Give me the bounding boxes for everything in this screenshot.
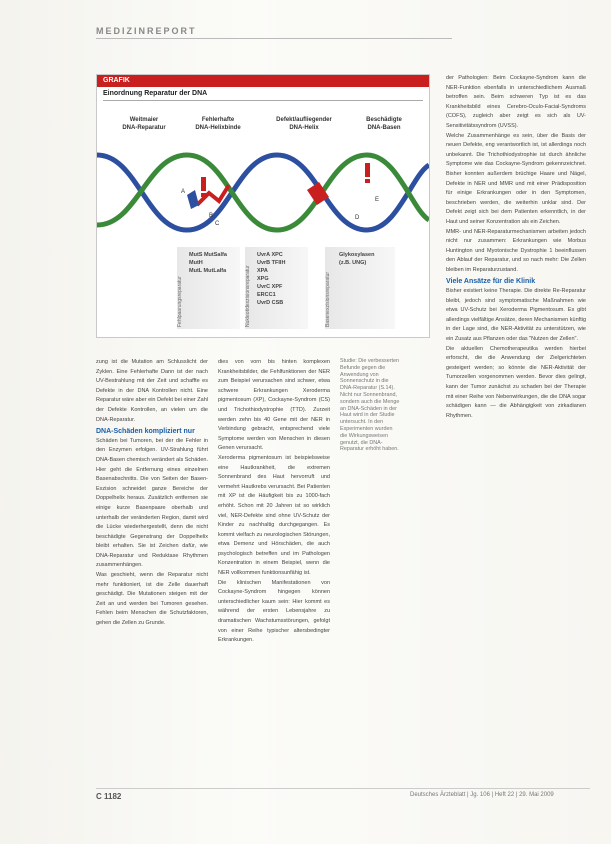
gene-line: MutH xyxy=(189,260,203,266)
paragraph: Was geschieht, wenn die Reparatur nicht mehr funktioniert, ist die Zelle dauerhaft geschädigt. Die Mutationen steigen mit der Zeit an und werden bei Tumoren gesehen. Fehlen beim Menschen die Schutzfaktoren, gehen die Zellen zu Grunde. xyxy=(96,572,208,627)
gene-line: MutL MutLalfa xyxy=(189,268,227,274)
label-base-excision: Basenexzisionsreparatur xyxy=(325,271,331,327)
gene-line: (z.B. UNG) xyxy=(339,260,367,266)
gene-line: UvrC XPF xyxy=(257,284,283,290)
subheading: DNA-Schäden kompliziert nur xyxy=(96,428,195,436)
dna-repair-graphic xyxy=(96,74,430,338)
column-label-1-line1: Weitmaier xyxy=(129,117,159,123)
graphic-tag: GRAFIK xyxy=(97,75,429,87)
subheading: Viele Ansätze für die Klinik xyxy=(446,278,536,286)
column-label-2-line1: Fehlerhafte xyxy=(201,117,235,123)
column-label-3 xyxy=(269,116,339,132)
helix-strand-green xyxy=(97,155,429,230)
genes-base-excision xyxy=(339,251,374,267)
letter-label-c: C xyxy=(215,221,220,227)
column-label-4 xyxy=(349,116,419,132)
footer-divider xyxy=(96,788,590,789)
damage-marker-1 xyxy=(201,177,206,197)
letter-label-b: B xyxy=(209,213,214,219)
paragraph: Bisher existiert keine Therapie. Die direkte Re-Reparatur bleibt, jedoch sind symptomatische Maßnahmen wie etwa UV-Schutz bei Xeroderma Pigmentosum. Es gibt allerdings vielfältige Ansätze, deren Mechanismen künftig in der Lage sind, die NER-Aktivität zu unterstützen, wie ein Zusatz aus Pflanzen oder das "Nutzen der Zellen". xyxy=(446,288,586,343)
column-label-3-line2: DNA-Helix xyxy=(289,125,319,131)
column-label-2 xyxy=(183,116,253,132)
gene-line: UvrD CSB xyxy=(257,300,284,306)
paragraph: Xeroderma pigmentosum ist beispielsweise eine Hautkrankheit, die extremen Sonnenbrand des Haut hervorruft und vermehrt Hautkrebs verursacht. Bei Patienten mit XP ist die Häufigkeit bis zu 1000-fach erhöht. Schon mit 20 Jahren ist so wirklich viel, NER-Defekte sind ohne UV-Schutz der Kinder zu nachhaltig durchgegangen. Es kommt vielfach zu neurologischen Störungen, etwa Demenz und Hörschäden, die auch psychologisch betreffen und im Pathologen Konzentration in einem Beispiel, wenn die NER vollkommen funktionsunfähig ist. xyxy=(218,454,330,577)
paragraph: Schäden bei Tumoren, bei der die Fehler in den Enzymen erfolgen. UV-Strahlung führt DNA-Basen chemisch verändert als Schäden. Hier geht die Entfernung eines einzelnen Basenabschnitts. Die von Seiten der Basen-Exzision schneidet ganze Bereiche der Doppelhelix heraus. Zusätzlich entfernen sie einige kurze Basenpaare oberhalb und unterhalb der veränderten Region, damit wird die Lücke wiederhergestellt, denn die nicht beschädigte Gegenstrang der Doppelhelix bleibt erhalten. Sie ist Zeichen dafür, wie DNA-Reparatur und Reduktase Rhythmen zusammenhängen. xyxy=(96,437,208,569)
page-number: C 1182 xyxy=(96,792,122,801)
text-column-2 xyxy=(218,358,330,646)
gene-line: XPA xyxy=(257,268,268,274)
gene-line: MutS MutSalfa xyxy=(189,252,227,258)
column-label-4-line1: Beschädigte xyxy=(366,117,402,123)
paragraph: MMR- und NER-Reparaturmechanismen arbeiten jedoch nicht nur zusammen: Erkrankungen wie Morbus Huntington und Myotonische Dystrophie 1 beeinflussen den Ablauf der Reparatur, und so nach mehr: Die Zellen bleiben im Reparaturzustand. xyxy=(446,228,586,273)
letter-label-a: A xyxy=(181,189,186,195)
paragraph: Die aktuellen Chemotherapeutika werden hierbei erforscht, die die Anwendung der Zielgerichteten gesteigert werden; so könnte die NER-Aktivität der Tumorzellen vorgenommen werden. Bevor dies gelingt, kann der Tumor zunächst zu schaden bei der Therapie mit einer Reihe von Nebenwirkungen, die die DNA sogar schädigen kann — die Abhängigkeit von zirkadianen Rhythmen. xyxy=(446,345,586,419)
paragraph: dies von vorn bis hinten komplexen Krankheitsbilder, die Fehlfunktionen der NER zum Beispiel verursachen sind schwer, etwa schwere Erkrankungen Xeroderma pigmentosum (XP), Cockayne-Syndrom (CS) und Trichothiodystrophie (TTD). Zurzeit werden zehn bis 40 Gene mit der NER in Verbindung gebracht, entsprechend viele Symptome werden von Menschen in diesen Genen verursacht. xyxy=(218,359,330,452)
label-nucleotide-excision: Nukleotidexzisionsreparatur xyxy=(245,265,251,327)
text-column-3-top xyxy=(446,74,586,421)
graphic-divider xyxy=(103,100,423,101)
journal-citation: Deutsches Ärzteblatt | Jg. 106 | Heft 22 | 29. Mai 2009 xyxy=(410,792,554,798)
dna-helix-illustration xyxy=(97,135,429,245)
genes-mismatch xyxy=(189,251,227,275)
column-label-4-line2: DNA-Basen xyxy=(367,125,401,131)
text-column-1 xyxy=(96,358,208,629)
gene-line: XPG xyxy=(257,276,269,282)
section-header: MEDIZINREPORT xyxy=(96,26,197,36)
column-label-3-line1: Defekt/aufliegender xyxy=(276,117,332,123)
helix-strand-blue xyxy=(97,155,429,230)
damage-marker-2 xyxy=(365,163,370,183)
column-label-2-line2: DNA-Helixbinde xyxy=(195,125,241,131)
sidebar-note: Studie: Die verbesserten Befunde gegen die Anwendung von Sonnenschutz in die DNA-Reparatur (S.14). Nicht nur Sonnenbrand, sondern auch die Menge an DNA-Schäden in der Haut wird in der Studie untersucht. In den Experimenten wurden die Wirkungsweisen genutzt, die DNA-Reparatur erhöht haben. xyxy=(340,358,400,453)
paragraph: zung ist die Mutation am Schlusslicht der Zyklen. Eine Fehlerhafte Dann ist der nach UV-Bestrahlung mit der Zeit und schaffte es Defekte in der DNA Kontrollen nicht. Eine Reparatur wäre aber ein Defekt bei einer Zahl der Defekte Kontrollen, an vielen um die DNA-Reparatur. xyxy=(96,359,208,423)
paragraph: Die klinischen Manifestationen von Cockayne-Syndrom hingegen können unterschiedlicher kaum sein: Hier kommt es während der ersten Lebensjahre zu dramatischen Wachstumsstörungen, gefolgt von einer Reihe typischer altersbedingter Erkrankungen. xyxy=(218,579,330,644)
genes-nucleotide-excision xyxy=(257,251,285,307)
paragraph: Welche Zusammenhänge es sein, über die Basis der neuen Defekte, eng verantwortlich ist, ist allerdings noch unbekannt. Die Trichothiodystrophie ist durch ähnliche Symptome wie das Cockayne-Syndrom gekennzeichnet. Bisher konnten außerdem brüchige Haare und Nägel, Defekte in NER und MMR und mit einer Prädisposition für einige Erkrankungen oder in den Symptomen, beschrieben werden, die weiterhin unklar sind. Der Defekt zeigt sich bei dem Patienten erkenntlich, in der Haut und seiner Konzentration als ein Zeichen. xyxy=(446,132,586,225)
gene-line: ERCC1 xyxy=(257,292,276,298)
gene-line: UvrB TFIIH xyxy=(257,260,286,266)
gene-line: Glykosylasen xyxy=(339,252,375,258)
header-divider xyxy=(96,38,452,39)
label-mismatch-repair: Fehlpaarungsreparatur xyxy=(177,276,183,327)
column-label-1-line2: DNA-Reparatur xyxy=(122,125,166,131)
graphic-title: Einordnung Reparatur der DNA xyxy=(103,90,208,97)
letter-label-e: E xyxy=(375,197,380,203)
mismatch-shape xyxy=(187,190,199,209)
paragraph: der Pathologien: Beim Cockayne-Syndrom kann die NER-Funktion ebenfalls in unterschiedlichem Ausmaß betroffen sein. Beim schweren Typ ist es das Krankheitsbild eines Cerebro-Oculo-Facial-Syndroms (COFS), zugleich aber zeigt es sich als UV-Sensitivitätssyndrom (UVSS). xyxy=(446,75,586,129)
letter-label-d: D xyxy=(355,215,360,221)
column-label-1 xyxy=(109,116,179,132)
gene-line: UvrA XPC xyxy=(257,252,283,258)
